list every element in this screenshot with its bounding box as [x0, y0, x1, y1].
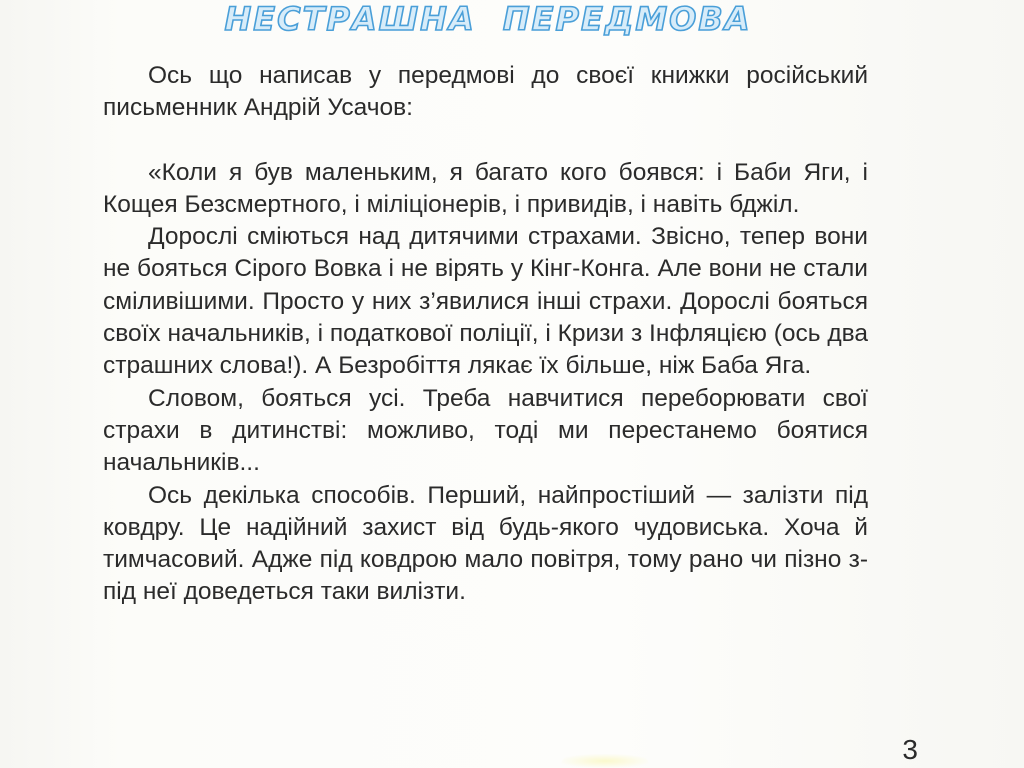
page-heading: НЕСТРАШНА ПЕРЕДМОВА	[224, 0, 752, 38]
quote-paragraph-2: Дорослі сміються над дитячими страхами. Звісно, тепер вони не бояться Сірого Вовка і не вірять у Кінг-Конга. Але вони не стали сміливішими. Просто у них з’явилися інші страхи. Дорослі бояться своїх начальників, і податкової поліції, і Кризи з Інфляцією (ось два страшних слова!). А Безробіття лякає їх більше, ніж Баба Яга.	[103, 223, 868, 380]
quote-paragraph-1: «Коли я був маленьким, я багато кого боявся: і Баби Яги, і Кощея Безсмертного, і міліціонерів, і привидів, і навіть бджіл.	[103, 158, 868, 218]
quote-paragraph-3: Словом, бояться усі. Треба навчитися переборювати свої страхи в дитинстві: можливо, тоді ми перестанемо боятися начальників...	[103, 384, 868, 477]
page-number: 3	[902, 734, 918, 765]
body-text	[103, 60, 868, 609]
quote-paragraph-4: Ось декілька способів. Перший, найпростіший — залізти під ковдру. Це надійний захист від будь-якого чудовиська. Хоча й тимчасовий. Адже під ковдрою мало повітря, тому рано чи пізно з-під неї доведеться таки вилізти.	[103, 481, 868, 606]
intro-paragraph: Ось що написав у передмові до своєї книжки російський письменник Андрій Усачов:	[103, 62, 868, 122]
paragraph-gap	[103, 125, 868, 157]
illustration-fragment	[560, 754, 650, 768]
